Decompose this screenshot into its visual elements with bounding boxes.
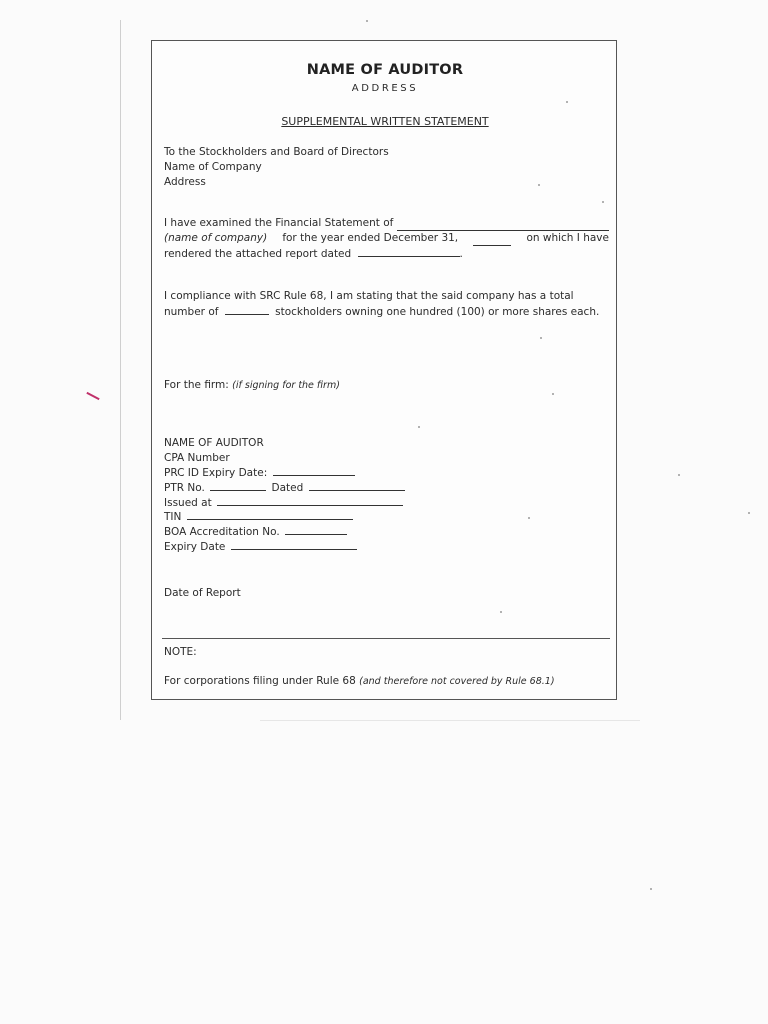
scan-speck [366, 20, 368, 22]
year-blank [473, 235, 511, 246]
company-placeholder: (name of company) [164, 232, 268, 244]
compliance-text: I compliance with SRC Rule 68, I am stating that the said company has a total [164, 290, 574, 302]
ptr-label: PTR No. [164, 482, 205, 494]
auditor-address-subtitle: ADDRESS [351, 83, 419, 94]
date-of-report-label: Date of Report [164, 587, 241, 599]
scan-speck [602, 201, 604, 203]
scan-speck [748, 512, 750, 514]
scan-edge-line [120, 20, 121, 720]
tin-line [164, 509, 353, 524]
issued-at-line [164, 495, 403, 510]
scan-speck [418, 426, 420, 428]
examination-paragraph: I have examined the Financial Statement of (name of company) for the year ended December 31, on which I have rendered the attached report dated . [164, 217, 609, 260]
note-divider [162, 638, 610, 639]
expiry-date-line [164, 539, 357, 554]
examination-text: I have examined the Financial Statement of [164, 217, 394, 229]
firm-note: (if signing for the firm) [232, 380, 340, 391]
addressee-line: To the Stockholders and Board of Directors [164, 146, 389, 158]
year-ended-text: for the year ended December 31, [282, 232, 459, 244]
pen-mark [86, 392, 99, 400]
scan-speck [650, 888, 652, 890]
stockholder-count-blank [225, 304, 269, 315]
prc-expiry-blank [273, 465, 355, 476]
scan-speck [500, 611, 502, 613]
report-dated-text: rendered the attached report dated [164, 248, 352, 260]
prc-expiry-label: PRC ID Expiry Date: [164, 467, 268, 479]
tin-label: TIN [164, 511, 182, 523]
expiry-date-label: Expiry Date [164, 541, 226, 553]
scan-speck [678, 474, 680, 476]
company-address-line: Address [164, 176, 206, 188]
issued-at-label: Issued at [164, 497, 212, 509]
note-text-line [164, 674, 555, 689]
scan-speck [540, 337, 542, 339]
prc-expiry-line [164, 465, 355, 480]
scan-speck [528, 517, 530, 519]
boa-line [164, 524, 347, 539]
note-label: NOTE: [164, 646, 197, 658]
company-name-line: Name of Company [164, 161, 262, 173]
firm-label: For the firm: [164, 379, 229, 391]
note-text-italic: (and therefore not covered by Rule 68.1) [359, 676, 555, 687]
signatory-name: NAME OF AUDITOR [164, 437, 264, 449]
boa-label: BOA Accreditation No. [164, 526, 280, 538]
tin-blank [187, 509, 353, 520]
ptr-line [164, 480, 405, 495]
number-of-text: number of [164, 306, 219, 318]
cpa-number-label: CPA Number [164, 452, 230, 464]
statement-sheet [151, 40, 617, 700]
compliance-paragraph [164, 289, 609, 320]
report-date-blank [358, 246, 460, 257]
scan-smudge [260, 720, 640, 721]
scan-speck [566, 101, 568, 103]
issued-at-blank [217, 495, 403, 506]
expiry-date-blank [231, 539, 357, 550]
auditor-name-title: NAME OF AUDITOR [306, 62, 464, 78]
ptr-dated-label: Dated [271, 482, 304, 494]
scan-speck [538, 184, 540, 186]
statement-heading: SUPPLEMENTAL WRITTEN STATEMENT [281, 115, 489, 128]
ptr-blank [210, 480, 266, 491]
boa-blank [285, 524, 347, 535]
ptr-date-blank [309, 480, 405, 491]
note-text: For corporations filing under Rule 68 [164, 675, 356, 687]
financial-statement-blank [397, 220, 609, 231]
on-which-text: on which I have [526, 232, 609, 244]
firm-line [164, 378, 340, 393]
stockholders-text: stockholders owning one hundred (100) or more shares each. [275, 306, 600, 318]
scan-speck [552, 393, 554, 395]
